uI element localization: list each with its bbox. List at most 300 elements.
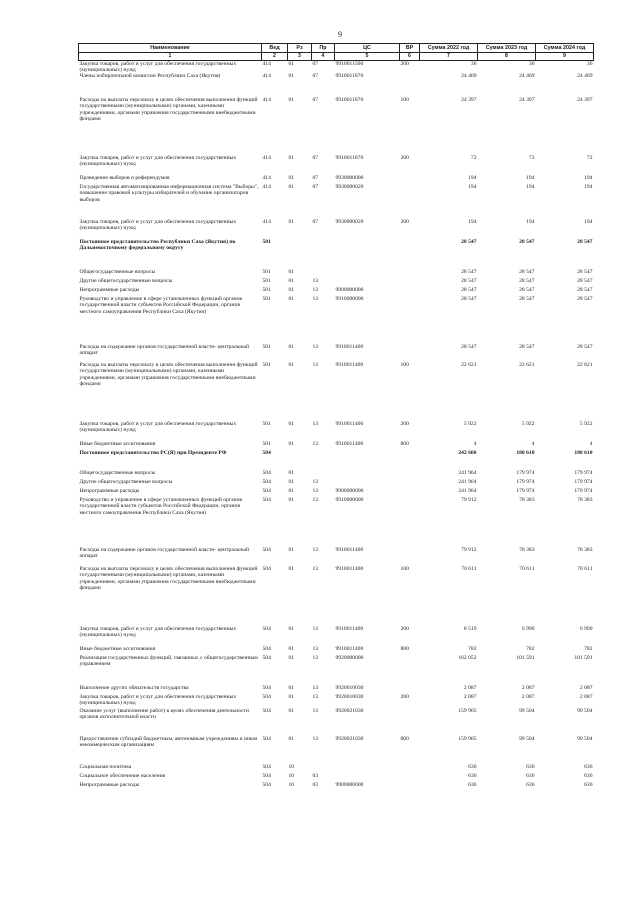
row-ved-cell: 504 [262, 547, 271, 554]
row-sum-2022-cell: 636 [468, 773, 477, 780]
row-sum-2024-cell: 72 [586, 155, 593, 162]
row-sum-2022-cell: 4 [473, 441, 477, 448]
row-sum-2024-cell: 99 504 [577, 708, 593, 715]
row-sum-2022-cell: 636 [468, 764, 477, 771]
table-row [79, 708, 594, 736]
row-sum-2024-cell: 22 621 [577, 362, 593, 369]
row-sum-2022-cell: 24 469 [461, 73, 477, 80]
row-sum-2023-cell: 78 383 [519, 497, 535, 504]
column-number: 7 [420, 53, 478, 60]
row-sum-2023-cell: 5 922 [521, 421, 535, 428]
row-rz-cell: 01 [288, 287, 295, 294]
row-sum-2022-cell: 159 965 [458, 708, 477, 715]
table-row [79, 655, 594, 685]
row-sum-2022-cell: 28 547 [461, 239, 477, 246]
row-ved-cell: 504 [262, 566, 271, 573]
row-pr-cell [312, 269, 335, 278]
row-vr-cell [400, 239, 420, 269]
row-sum-2024-cell: 194 [584, 219, 593, 226]
row-cs-cell: 9910011400 [335, 626, 364, 633]
row-ved-cell: 501 [262, 278, 271, 285]
row-name-cell: Непрограммные расходы [79, 488, 140, 495]
row-pr-cell: 13 [312, 547, 319, 554]
row-ved-cell: 414 [262, 175, 271, 182]
row-rz-cell: 01 [288, 566, 295, 573]
row-vr-cell: 200 [400, 155, 409, 162]
row-name-cell: Выполнение других обязательств государства [79, 685, 189, 692]
row-name-cell: Закупка товаров, работ и услуг для обеспечения государственных (муниципальных) нужд [79, 60, 237, 73]
row-vr-cell: 200 [400, 219, 409, 226]
row-cs-cell: 9930000000 [335, 175, 364, 182]
row-sum-2022-cell: 79 912 [461, 547, 477, 554]
row-sum-2024-cell: 194 [584, 175, 593, 182]
row-vr-cell [400, 296, 420, 344]
row-sum-2023-cell: 78 383 [519, 547, 535, 554]
row-sum-2023-cell: 24 469 [519, 73, 535, 80]
row-cs-cell [335, 269, 400, 278]
table-row [79, 239, 594, 269]
row-cs-cell: 9920010030 [335, 685, 364, 692]
row-rz-cell: 01 [288, 497, 295, 504]
row-vr-cell [400, 479, 420, 488]
row-name-cell: Расходы на содержание органов государственной власти- центральный аппарат [79, 547, 249, 560]
row-ved-cell: 414 [262, 60, 271, 67]
row-name-cell: Общегосударственные вопросы [79, 269, 156, 276]
row-pr-cell: 13 [312, 278, 319, 285]
row-name-cell: Закупка товаров, работ и услуг для обеспечения государственных (муниципальных) нужд [79, 155, 237, 168]
row-vr-cell [400, 269, 420, 278]
row-sum-2024-cell: 28 547 [577, 239, 593, 246]
row-vr-cell [400, 655, 420, 685]
row-ved-cell: 504 [262, 626, 271, 633]
row-cs-cell: 9910011400 [335, 547, 364, 554]
column-number: 6 [400, 53, 420, 60]
row-pr-cell: 13 [312, 655, 319, 662]
row-ved-cell: 501 [262, 269, 271, 276]
row-ved-cell: 504 [262, 450, 271, 457]
row-name-cell: Закупка товаров, работ и услуг для обеспечения государственных (муниципальных) нужд [79, 694, 237, 707]
row-cs-cell [335, 239, 400, 269]
row-ved-cell: 504 [262, 782, 271, 789]
row-sum-2023-cell: 179 974 [516, 488, 535, 495]
table-row [79, 566, 594, 626]
row-cs-cell: 9930000020 [335, 184, 364, 191]
row-sum-2024-cell: 101 591 [574, 655, 593, 662]
row-pr-cell: 13 [312, 344, 319, 351]
row-ved-cell: 504 [262, 708, 271, 715]
row-name-cell: Предоставление субсидий бюджетным, автономным учреждениям и иным некоммерческим организациям [79, 736, 258, 749]
row-vr-cell: 200 [400, 60, 409, 67]
row-ved-cell: 504 [262, 488, 271, 495]
row-pr-cell: 13 [312, 646, 319, 653]
row-vr-cell [400, 175, 420, 184]
row-sum-2024-cell: 636 [584, 764, 593, 771]
row-name-cell: Социальное обеспечение населения [79, 773, 166, 780]
row-cs-cell: 9910011870 [335, 155, 364, 162]
row-name-cell: Иные бюджетные ассигнования [79, 646, 156, 653]
row-sum-2022-cell: 162 052 [458, 655, 477, 662]
row-pr-cell: 13 [312, 685, 319, 692]
row-pr-cell: 07 [312, 175, 319, 182]
row-sum-2024-cell: 636 [584, 773, 593, 780]
row-rz-cell: 01 [288, 547, 295, 554]
row-rz-cell: 01 [288, 184, 295, 191]
row-pr-cell: 07 [312, 155, 319, 162]
row-sum-2022-cell: 79 912 [461, 497, 477, 504]
row-ved-cell: 504 [262, 685, 271, 692]
row-cs-cell: 9920021030 [335, 736, 364, 743]
row-pr-cell: 13 [312, 362, 319, 369]
row-name-cell: Оказание услуг (выполнение работ) в целях обеспечения деятельности органов исполнительной власти [79, 708, 249, 721]
row-rz-cell: 01 [288, 694, 295, 701]
row-vr-cell [400, 547, 420, 566]
row-sum-2024-cell: 636 [584, 782, 593, 789]
row-rz-cell [288, 239, 312, 269]
row-cs-cell [335, 470, 400, 479]
row-vr-cell: 200 [400, 626, 409, 633]
row-sum-2022-cell: 241 964 [458, 479, 477, 486]
table-row [79, 60, 594, 73]
row-ved-cell: 501 [262, 344, 271, 351]
row-sum-2022-cell: 159 965 [458, 736, 477, 743]
row-rz-cell: 10 [288, 773, 295, 780]
row-name-cell: Члены избирательной комиссии Республики Саха (Якутия) [79, 73, 221, 80]
table-row [79, 219, 594, 239]
row-sum-2024-cell: 24 397 [577, 97, 593, 104]
row-sum-2023-cell: 24 397 [519, 97, 535, 104]
row-vr-cell: 100 [400, 97, 409, 104]
row-pr-cell: 07 [312, 73, 319, 80]
row-sum-2022-cell: 636 [468, 782, 477, 789]
row-sum-2023-cell: 194 [526, 175, 535, 182]
row-vr-cell: 100 [400, 362, 409, 369]
row-sum-2023-cell: 179 974 [516, 479, 535, 486]
table-row [79, 421, 594, 441]
header-rz: Рз [288, 44, 312, 53]
row-ved-cell: 414 [262, 97, 271, 104]
row-name-cell: Расходы на содержание органов государственной власти- центральный аппарат [79, 344, 249, 357]
row-rz-cell: 01 [288, 646, 295, 653]
row-sum-2024-cell: 24 469 [577, 73, 593, 80]
row-pr-cell: 13 [312, 441, 319, 448]
row-ved-cell: 504 [262, 479, 271, 486]
column-number: 4 [312, 53, 335, 60]
table-row [79, 344, 594, 362]
row-cs-cell [335, 773, 400, 782]
row-sum-2024-cell: 28 547 [577, 296, 593, 303]
row-ved-cell: 504 [262, 655, 271, 662]
table-row [79, 736, 594, 764]
row-vr-cell [400, 73, 420, 97]
row-rz-cell: 01 [288, 97, 295, 104]
row-ved-cell: 504 [262, 764, 271, 771]
row-sum-2023-cell: 6 990 [521, 626, 535, 633]
row-sum-2022-cell: 28 547 [461, 278, 477, 285]
table-row [79, 764, 594, 773]
row-ved-cell: 501 [262, 441, 271, 448]
row-ved-cell: 501 [262, 362, 271, 369]
row-name-cell: Закупка товаров, работ и услуг для обеспечения государственных (муниципальных) нужд [79, 421, 237, 434]
header-cs: ЦС [335, 44, 400, 53]
table-row [79, 488, 594, 497]
row-sum-2022-cell: 241 964 [458, 470, 477, 477]
row-cs-cell [335, 450, 400, 470]
header-ved: Вед [262, 44, 288, 53]
row-name-cell: Руководство и управление в сфере установленных функций органов государственной власти субъектов Российской Федерации, органов местного самоуправления Республики Саха (Якутия) [79, 296, 243, 315]
row-sum-2023-cell: 28 547 [519, 296, 535, 303]
row-pr-cell: 07 [312, 219, 319, 226]
row-sum-2023-cell: 28 547 [519, 278, 535, 285]
row-vr-cell [400, 278, 420, 287]
row-cs-cell: 9910011400 [335, 566, 364, 573]
row-sum-2024-cell: 179 974 [574, 488, 593, 495]
table-row [79, 184, 594, 219]
table-row [79, 547, 594, 566]
row-sum-2022-cell: 72 [470, 155, 477, 162]
row-sum-2023-cell: 28 547 [519, 344, 535, 351]
row-sum-2023-cell: 28 547 [519, 269, 535, 276]
row-pr-cell: 13 [312, 479, 319, 486]
row-sum-2024-cell: 28 547 [577, 278, 593, 285]
row-vr-cell: 800 [400, 646, 409, 653]
row-sum-2024-cell: 782 [584, 646, 593, 653]
row-pr-cell: 03 [312, 782, 319, 789]
row-cs-cell [335, 278, 400, 287]
row-name-cell: Государственная автоматизированная информационная система "Выборы", повышение правовой культуры избирателей и обучение организаторов выборов [79, 184, 259, 203]
column-number: 8 [478, 53, 536, 60]
row-vr-cell [400, 470, 420, 479]
row-cs-cell: 9910011400 [335, 344, 364, 351]
row-name-cell: Социальная политика [79, 764, 132, 771]
row-sum-2024-cell: 28 547 [577, 287, 593, 294]
row-vr-cell [400, 287, 420, 296]
table-row [79, 694, 594, 708]
row-name-cell: Постоянное представительство РС(Я) при Президенте РФ [79, 450, 227, 457]
row-sum-2023-cell: 36 [528, 60, 535, 67]
table-row [79, 278, 594, 287]
row-sum-2023-cell: 22 621 [519, 362, 535, 369]
row-cs-cell: 9900000000 [335, 287, 364, 294]
row-name-cell: Расходы на выплаты персоналу в целях обеспечения выполнения функций государственными (муниципальными) органами, казенными учреждениями, органами управления государственными внебюджетными фондами [79, 97, 258, 123]
row-cs-cell: 9920010030 [335, 694, 364, 701]
row-sum-2023-cell: 782 [526, 646, 535, 653]
row-rz-cell: 01 [288, 278, 295, 285]
table-row [79, 479, 594, 488]
row-ved-cell: 504 [262, 694, 271, 701]
row-rz-cell: 01 [288, 470, 295, 477]
header-pr: Пр [312, 44, 335, 53]
row-pr-cell: 13 [312, 694, 319, 701]
row-vr-cell: 200 [400, 421, 409, 428]
row-name-cell: Другие общегосударственные вопросы [79, 479, 173, 486]
row-sum-2024-cell: 99 504 [577, 736, 593, 743]
row-rz-cell: 01 [288, 655, 295, 662]
row-cs-cell: 9920000000 [335, 655, 364, 662]
row-rz-cell: 01 [288, 175, 295, 182]
row-sum-2022-cell: 8 519 [463, 626, 477, 633]
row-ved-cell: 414 [262, 184, 271, 191]
row-sum-2022-cell: 782 [468, 646, 477, 653]
row-sum-2023-cell: 70 611 [519, 566, 535, 573]
row-sum-2024-cell: 179 974 [574, 470, 593, 477]
row-sum-2022-cell: 70 611 [461, 566, 477, 573]
column-number: 5 [335, 53, 400, 60]
row-pr-cell [312, 239, 335, 269]
row-sum-2023-cell: 2 087 [521, 694, 535, 701]
row-rz-cell: 01 [288, 441, 295, 448]
row-sum-2024-cell: 28 547 [577, 344, 593, 351]
row-name-cell: Расходы на выплаты персоналу в целях обеспечения выполнения функций государственными (муниципальными) органами, казенными учреждениями, органами управления государственными внебюджетными фондами [79, 362, 258, 388]
row-sum-2024-cell: 4 [589, 441, 593, 448]
row-pr-cell: 13 [312, 497, 319, 504]
row-sum-2024-cell: 5 922 [579, 421, 593, 428]
row-pr-cell: 13 [312, 421, 319, 428]
row-rz-cell: 01 [288, 269, 295, 276]
row-sum-2022-cell: 194 [468, 219, 477, 226]
row-name-cell: Постоянное представительство Республики Саха (Якутия) по Дальневосточному федеральному округу [79, 239, 236, 252]
table-row [79, 362, 594, 421]
column-number: 2 [262, 53, 288, 60]
row-name-cell: Непрограммные расходы [79, 782, 140, 789]
row-sum-2023-cell: 636 [526, 782, 535, 789]
row-cs-cell [335, 479, 400, 488]
row-sum-2023-cell: 72 [528, 155, 535, 162]
row-cs-cell: 9910000000 [335, 296, 364, 303]
header-sum-2023: Сумма 2023 год [478, 44, 536, 53]
table-row [79, 450, 594, 470]
row-cs-cell: 9900000000 [335, 782, 364, 789]
row-rz-cell: 10 [288, 782, 295, 789]
row-pr-cell: 07 [312, 97, 319, 104]
row-sum-2022-cell: 2 087 [463, 694, 477, 701]
row-ved-cell: 504 [262, 773, 271, 780]
row-rz-cell: 01 [288, 296, 295, 303]
row-cs-cell: 9920021030 [335, 708, 364, 715]
row-vr-cell: 800 [400, 441, 409, 448]
row-pr-cell: 13 [312, 736, 319, 743]
column-number-row [79, 53, 594, 60]
row-ved-cell: 504 [262, 736, 271, 743]
row-name-cell: Другие общегосударственные вопросы [79, 278, 173, 285]
row-sum-2023-cell: 99 504 [519, 736, 535, 743]
row-name-cell: Проведение выборов и референдумов [79, 175, 170, 182]
table-row [79, 497, 594, 547]
row-ved-cell: 504 [262, 470, 271, 477]
table-row [79, 155, 594, 175]
row-name-cell: Общегосударственные вопросы [79, 470, 156, 477]
table-row [79, 73, 594, 97]
row-sum-2024-cell: 2 087 [579, 685, 593, 692]
row-name-cell: Руководство и управление в сфере установленных функций органов государственной власти субъектов Российской Федерации, органов местного самоуправления Республики Саха (Якутия) [79, 497, 243, 516]
table-row [79, 626, 594, 646]
row-sum-2024-cell: 36 [586, 60, 593, 67]
row-ved-cell: 501 [262, 296, 271, 303]
row-sum-2022-cell: 242 600 [458, 450, 477, 457]
row-sum-2022-cell: 28 547 [461, 344, 477, 351]
row-sum-2024-cell: 180 610 [574, 450, 593, 457]
column-number: 3 [288, 53, 312, 60]
row-pr-cell: 13 [312, 287, 319, 294]
row-sum-2022-cell: 194 [468, 184, 477, 191]
row-pr-cell: 13 [312, 566, 319, 573]
table-row [79, 97, 594, 155]
row-rz-cell: 01 [288, 488, 295, 495]
row-rz-cell: 01 [288, 155, 295, 162]
row-sum-2022-cell: 24 397 [461, 97, 477, 104]
table-row [79, 685, 594, 694]
row-ved-cell: 501 [262, 239, 271, 246]
row-name-cell: Расходы на выплаты персоналу в целях обеспечения выполнения функций государственными (муниципальными) органами, казенными учреждениями, органами управления государственными внебюджетными фондами [79, 566, 258, 592]
row-cs-cell: 9900000000 [335, 488, 364, 495]
row-rz-cell: 01 [288, 421, 295, 428]
table-row [79, 287, 594, 296]
row-name-cell: Реализация государственных функций, связанных с общегосударственным управлением [79, 655, 258, 668]
row-sum-2022-cell: 194 [468, 175, 477, 182]
row-sum-2023-cell: 180 610 [516, 450, 535, 457]
table-row [79, 175, 594, 184]
header-sum-2022: Сумма 2022 год [420, 44, 478, 53]
row-sum-2023-cell: 4 [531, 441, 535, 448]
row-cs-cell: 9910011870 [335, 73, 364, 80]
table-body [79, 60, 594, 791]
row-cs-cell: 9910011500 [335, 60, 364, 67]
row-pr-cell: 07 [312, 184, 319, 191]
row-rz-cell: 10 [288, 764, 295, 771]
row-pr-cell: 13 [312, 488, 319, 495]
row-sum-2022-cell: 5 922 [463, 421, 477, 428]
table-row [79, 296, 594, 344]
row-sum-2022-cell: 28 547 [461, 269, 477, 276]
row-pr-cell: 07 [312, 60, 319, 67]
budget-table [78, 43, 594, 791]
row-pr-cell [312, 764, 335, 773]
row-sum-2023-cell: 28 547 [519, 287, 535, 294]
row-sum-2024-cell: 194 [584, 184, 593, 191]
header-name: Наименование [79, 44, 262, 53]
row-rz-cell: 01 [288, 736, 295, 743]
row-sum-2023-cell: 179 974 [516, 470, 535, 477]
row-sum-2024-cell: 78 383 [577, 547, 593, 554]
row-rz-cell [288, 450, 312, 470]
row-ved-cell: 504 [262, 646, 271, 653]
row-sum-2024-cell: 28 547 [577, 269, 593, 276]
row-name-cell: Закупка товаров, работ и услуг для обеспечения государственных (муниципальных) нужд [79, 219, 237, 232]
table-row [79, 441, 594, 450]
row-cs-cell: 9910011400 [335, 441, 364, 448]
page-number: 9 [338, 30, 342, 39]
row-ved-cell: 414 [262, 219, 271, 226]
row-cs-cell: 9910000000 [335, 497, 364, 504]
table-row [79, 782, 594, 791]
row-cs-cell: 9910011400 [335, 362, 364, 369]
row-rz-cell: 01 [288, 708, 295, 715]
row-pr-cell: 03 [312, 773, 319, 780]
table-row [79, 470, 594, 479]
column-number: 9 [536, 53, 594, 60]
row-sum-2024-cell: 78 383 [577, 497, 593, 504]
row-sum-2024-cell: 2 087 [579, 694, 593, 701]
header-sum-2024: Сумма 2024 год [536, 44, 594, 53]
row-name-cell: Иные бюджетные ассигнования [79, 441, 156, 448]
row-rz-cell: 01 [288, 479, 295, 486]
row-vr-cell [400, 450, 420, 470]
row-ved-cell: 504 [262, 497, 271, 504]
row-rz-cell: 01 [288, 362, 295, 369]
row-sum-2023-cell: 636 [526, 764, 535, 771]
row-sum-2022-cell: 28 547 [461, 287, 477, 294]
row-sum-2023-cell: 99 504 [519, 708, 535, 715]
row-ved-cell: 414 [262, 73, 271, 80]
